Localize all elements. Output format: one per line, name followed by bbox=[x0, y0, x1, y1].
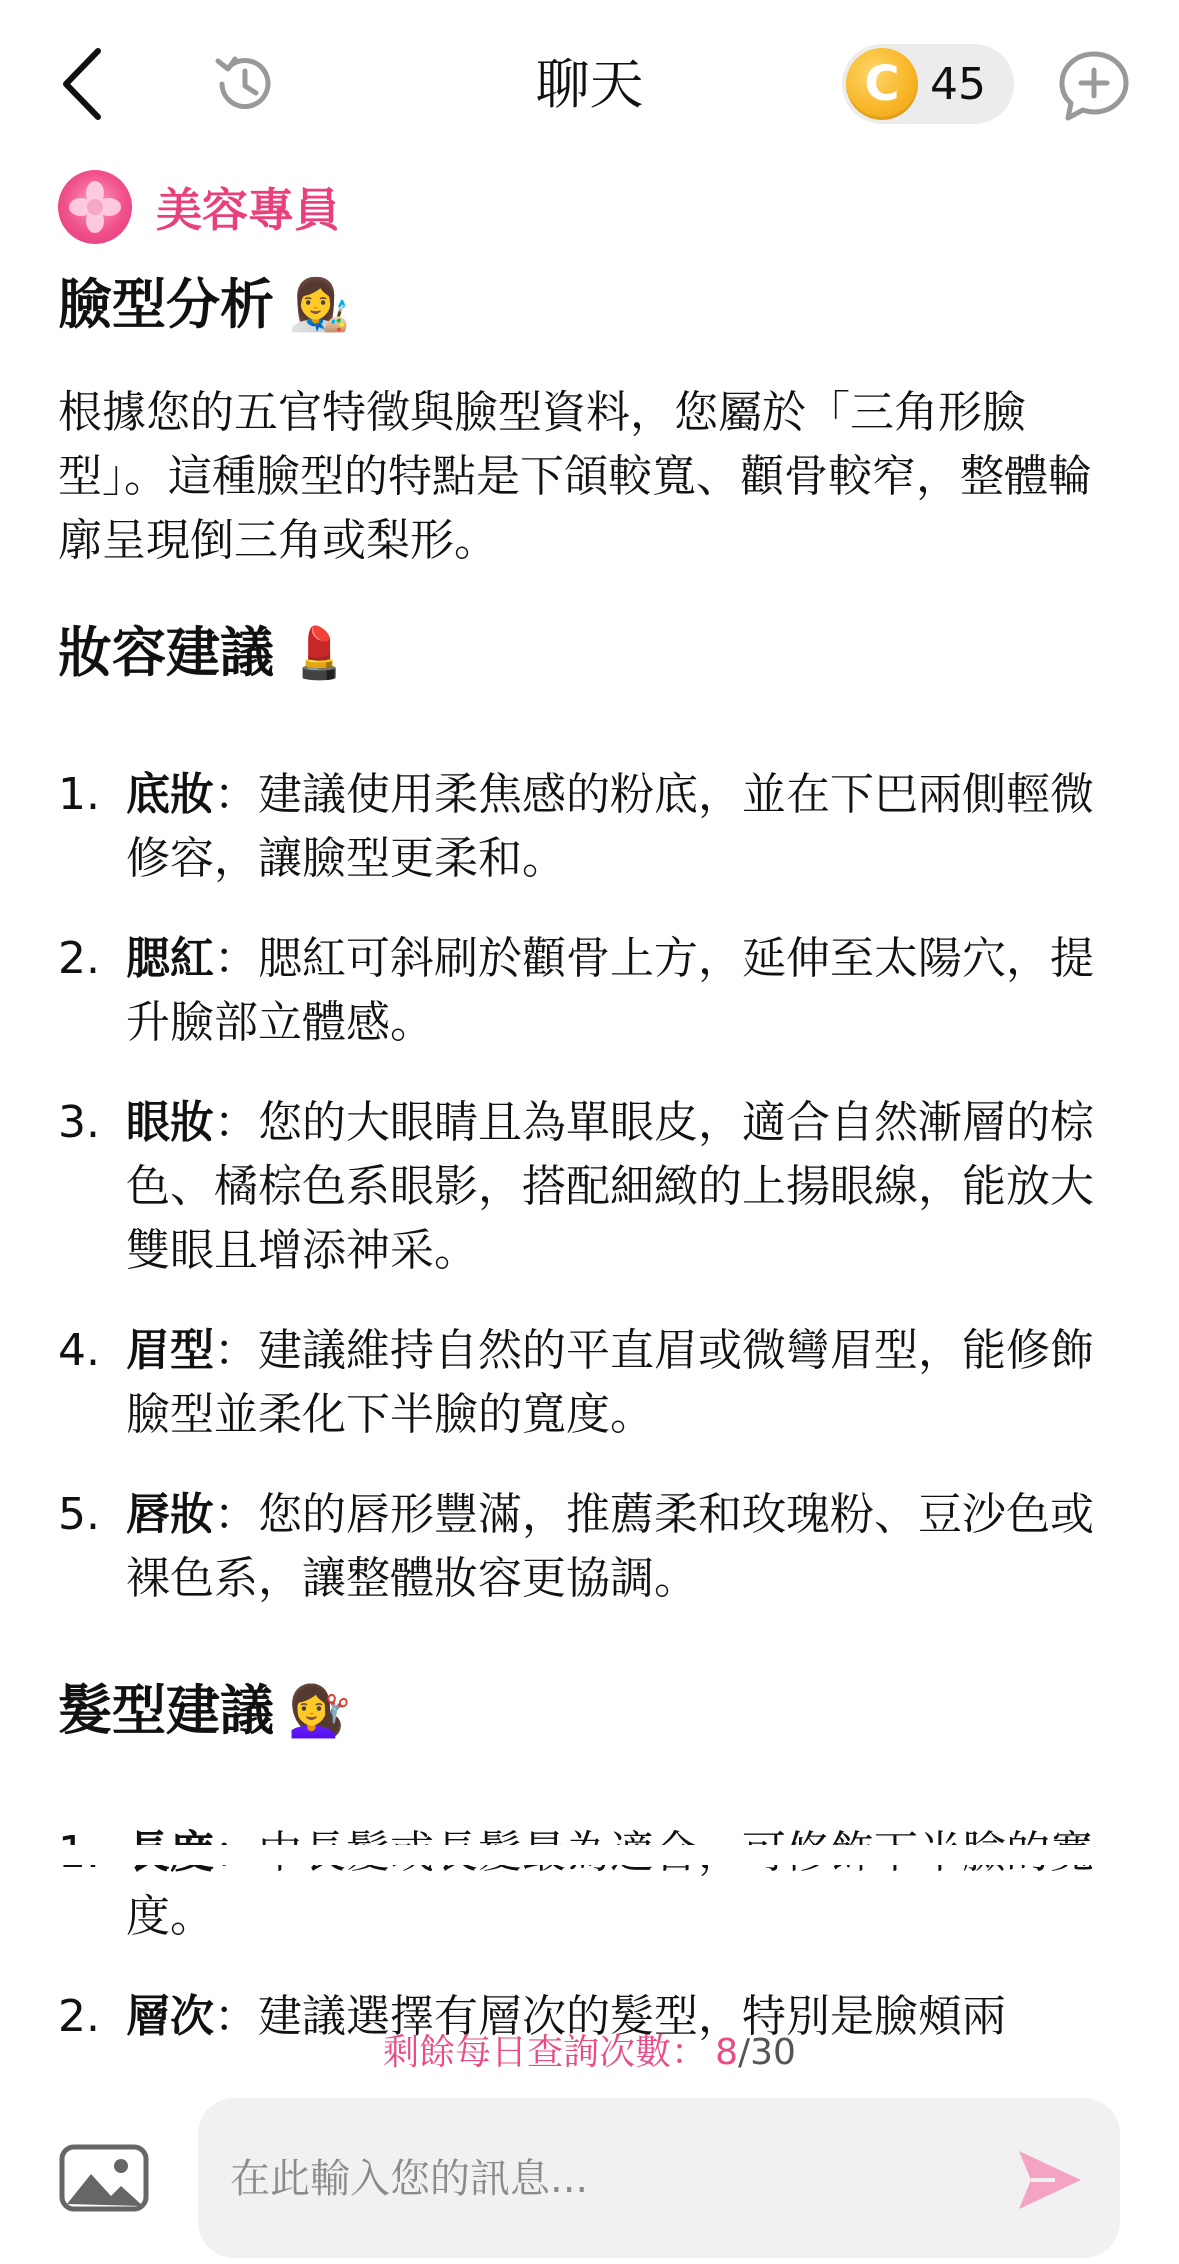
top-bar bbox=[0, 0, 1179, 165]
message-input[interactable] bbox=[230, 2134, 970, 2224]
avatar bbox=[58, 170, 132, 244]
makeup-heading bbox=[58, 613, 1118, 693]
list-item: 2. 層次：建議選擇有層次的髮型，特別是臉頰兩 bbox=[58, 1991, 1006, 2042]
assistant-message bbox=[58, 265, 1118, 2085]
face-analysis-text: 根據您的五官特徵與臉型資料，您屬於「三角形臉型」。這種臉型的特點是下頜較寬、顴骨較窄，整體輪廓呈現倒三角或梨形。 bbox=[58, 387, 1092, 566]
artist-emoji-icon: 👩‍🎨 bbox=[288, 276, 351, 334]
quota-total: /30 bbox=[737, 2032, 796, 2073]
haircut-emoji-icon: 💇‍♀️ bbox=[288, 1682, 351, 1740]
list-item: 1. 底妝：建議使用柔焦感的粉底，並在下巴兩側輕微修容，讓臉型更柔和。 bbox=[58, 769, 1094, 884]
flower-icon bbox=[68, 180, 122, 234]
history-button[interactable] bbox=[205, 44, 285, 124]
chat-plus-icon bbox=[1056, 48, 1132, 124]
send-button[interactable] bbox=[1010, 2140, 1090, 2220]
back-button[interactable] bbox=[48, 44, 118, 124]
quota-used: 8 bbox=[715, 2032, 738, 2073]
face-analysis-heading bbox=[58, 265, 1118, 345]
daily-quota bbox=[0, 2025, 1179, 2081]
list-item: 2. 腮紅：腮紅可斜刷於顴骨上方，延伸至太陽穴，提升臉部立體感。 bbox=[58, 933, 1094, 1048]
list-item: 5. 唇妝：您的唇形豐滿，推薦柔和玫瑰粉、豆沙色或裸色系，讓整體妝容更協調。 bbox=[58, 1489, 1094, 1604]
page-title: 聊天 bbox=[535, 53, 644, 116]
list-item: 度。 bbox=[126, 1891, 214, 1942]
coin-count: 45 bbox=[930, 58, 986, 110]
image-icon bbox=[59, 2144, 149, 2212]
message-sender bbox=[58, 169, 340, 245]
makeup-list bbox=[58, 763, 1118, 1611]
list-item: 4. 眉型：建議維持自然的平直眉或微彎眉型，能修飾臉型並柔化下半臉的寬度。 bbox=[58, 1325, 1094, 1440]
send-icon bbox=[1015, 2147, 1085, 2213]
quota-label: 剩餘每日查詢次數： bbox=[383, 2032, 708, 2073]
coin-icon: C bbox=[846, 48, 918, 120]
image-upload-button[interactable] bbox=[58, 2138, 150, 2218]
hair-title: 髮型建議 bbox=[58, 1679, 274, 1742]
face-analysis-title: 臉型分析 bbox=[58, 273, 274, 336]
scroll-clip bbox=[0, 1845, 1179, 1865]
makeup-title: 妝容建議 bbox=[58, 621, 274, 684]
sender-name: 美容專員 bbox=[156, 183, 340, 237]
coin-balance[interactable] bbox=[842, 44, 1014, 124]
chat-message-area[interactable] bbox=[0, 165, 1179, 2042]
list-item: 3. 眼妝：您的大眼睛且為單眼皮，適合自然漸層的棕色、橘棕色系眼影，搭配細緻的上揚眼線，能放大雙眼且增添神采。 bbox=[58, 1097, 1094, 1276]
new-chat-button[interactable] bbox=[1052, 44, 1136, 128]
chevron-left-icon bbox=[58, 47, 108, 121]
message-input-box[interactable] bbox=[198, 2098, 1120, 2258]
hair-heading bbox=[58, 1671, 1118, 1751]
lipstick-emoji-icon: 💄 bbox=[288, 624, 351, 682]
history-icon bbox=[208, 47, 282, 121]
